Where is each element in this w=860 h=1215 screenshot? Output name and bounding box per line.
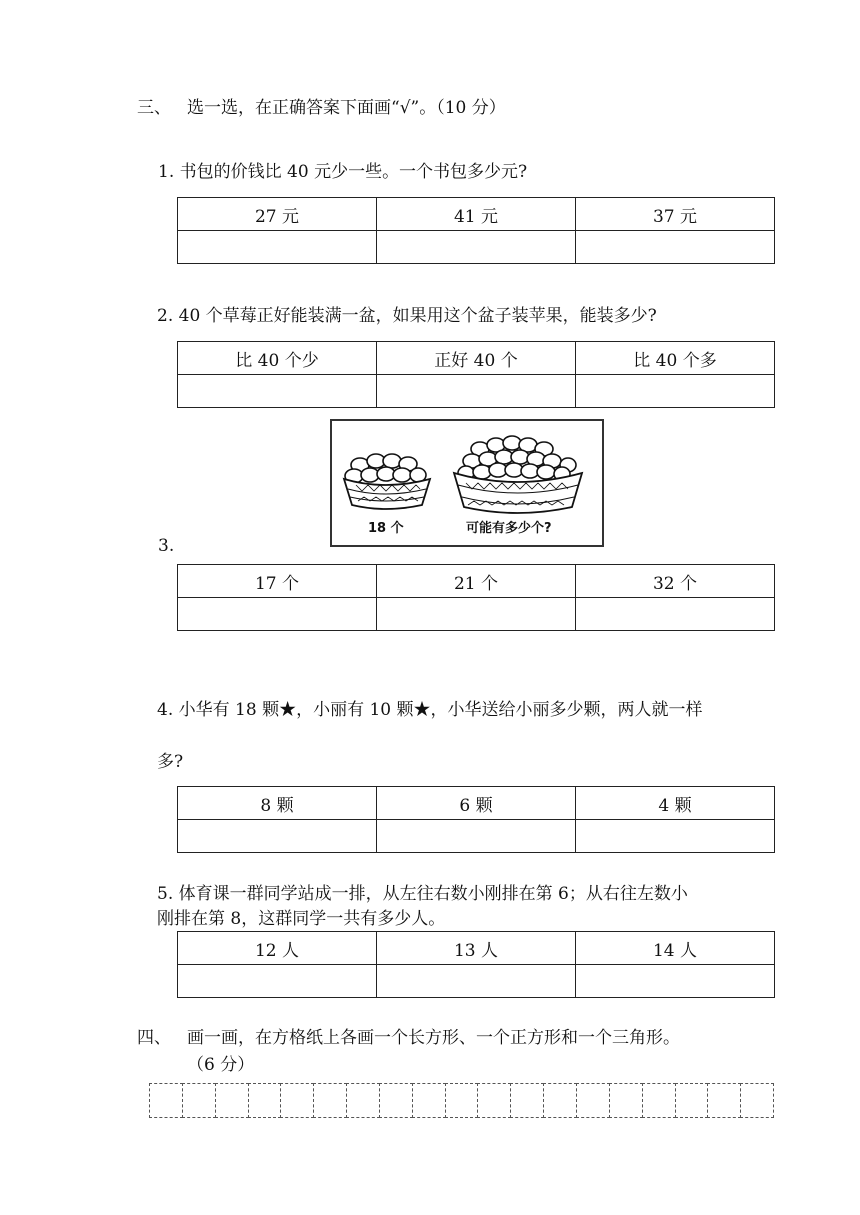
large-basket-eggs	[458, 436, 576, 481]
small-basket-eggs	[345, 454, 426, 483]
section-4-number: 四、	[137, 1028, 171, 1048]
option-cell: 27 元	[178, 198, 377, 231]
grid-cell[interactable]	[510, 1083, 544, 1118]
question-2-text: 2. 40 个草莓正好能装满一盆，如果用这个盆子装苹果，能装多少?	[157, 306, 657, 326]
right-basket-caption: 可能有多少个?	[466, 521, 552, 536]
grid-cell[interactable]	[182, 1083, 216, 1118]
answer-box[interactable]	[178, 965, 377, 998]
answer-box[interactable]	[576, 375, 775, 408]
option-cell: 比 40 个少	[178, 342, 377, 375]
question-5-text-line1: 5. 体育课一群同学站成一排，从左往右数小刚排在第 6；从右往左数小	[157, 884, 688, 904]
option-cell: 正好 40 个	[377, 342, 576, 375]
option-cell: 37 元	[576, 198, 775, 231]
answer-box[interactable]	[377, 598, 576, 631]
grid-cell[interactable]	[445, 1083, 479, 1118]
question-3-answer-table	[177, 564, 775, 631]
grid-cell[interactable]	[543, 1083, 577, 1118]
question-5-answer-table	[177, 931, 775, 998]
option-cell: 4 颗	[576, 787, 775, 820]
grid-cell[interactable]	[675, 1083, 709, 1118]
answer-box[interactable]	[576, 231, 775, 264]
answer-box[interactable]	[377, 965, 576, 998]
option-cell: 12 人	[178, 932, 377, 965]
fruit-baskets-illustration	[330, 419, 604, 547]
section-4-score: （6 分）	[187, 1055, 255, 1075]
option-cell: 32 个	[576, 565, 775, 598]
small-basket	[344, 479, 430, 509]
option-cell: 6 颗	[377, 787, 576, 820]
grid-cell[interactable]	[215, 1083, 249, 1118]
option-cell: 比 40 个多	[576, 342, 775, 375]
grid-cell[interactable]	[609, 1083, 643, 1118]
grid-cell[interactable]	[346, 1083, 380, 1118]
question-4-text-line1: 4. 小华有 18 颗★，小丽有 10 颗★，小华送给小丽多少颗，两人就一样	[157, 700, 703, 720]
answer-box[interactable]	[377, 231, 576, 264]
option-cell: 8 颗	[178, 787, 377, 820]
grid-cell[interactable]	[248, 1083, 282, 1118]
grid-cell[interactable]	[477, 1083, 511, 1118]
grid-cell[interactable]	[149, 1083, 183, 1118]
grid-cell[interactable]	[379, 1083, 413, 1118]
question-4-answer-table	[177, 786, 775, 853]
grid-cell[interactable]	[576, 1083, 610, 1118]
grid-cell[interactable]	[740, 1083, 774, 1118]
left-basket-caption: 18 个	[368, 521, 404, 536]
grid-cell[interactable]	[707, 1083, 741, 1118]
answer-box[interactable]	[377, 820, 576, 853]
answer-box[interactable]	[178, 231, 377, 264]
grid-cell[interactable]	[412, 1083, 446, 1118]
question-2-answer-table	[177, 341, 775, 408]
answer-box[interactable]	[576, 965, 775, 998]
grid-cell[interactable]	[280, 1083, 314, 1118]
question-1-text: 1. 书包的价钱比 40 元少一些。一个书包多少元?	[158, 162, 528, 182]
section-3-number: 三、	[137, 98, 171, 118]
option-cell: 17 个	[178, 565, 377, 598]
answer-box[interactable]	[377, 375, 576, 408]
answer-box[interactable]	[576, 820, 775, 853]
question-5-text-line2: 刚排在第 8，这群同学一共有多少人。	[157, 909, 446, 929]
option-cell: 21 个	[377, 565, 576, 598]
answer-box[interactable]	[178, 820, 377, 853]
drawing-grid-paper[interactable]	[150, 1083, 774, 1118]
grid-cell[interactable]	[313, 1083, 347, 1118]
grid-cell[interactable]	[642, 1083, 676, 1118]
answer-box[interactable]	[576, 598, 775, 631]
option-cell: 14 人	[576, 932, 775, 965]
question-4-text-line2: 多?	[157, 752, 184, 772]
large-basket	[454, 473, 582, 513]
answer-box[interactable]	[178, 598, 377, 631]
option-cell: 13 人	[377, 932, 576, 965]
question-3-number: 3.	[158, 536, 175, 556]
section-3-title: 选一选，在正确答案下面画“√”。（10 分）	[187, 98, 506, 118]
answer-box[interactable]	[178, 375, 377, 408]
section-4-title: 画一画，在方格纸上各画一个长方形、一个正方形和一个三角形。	[187, 1028, 680, 1048]
question-1-answer-table	[177, 197, 775, 264]
option-cell: 41 元	[377, 198, 576, 231]
